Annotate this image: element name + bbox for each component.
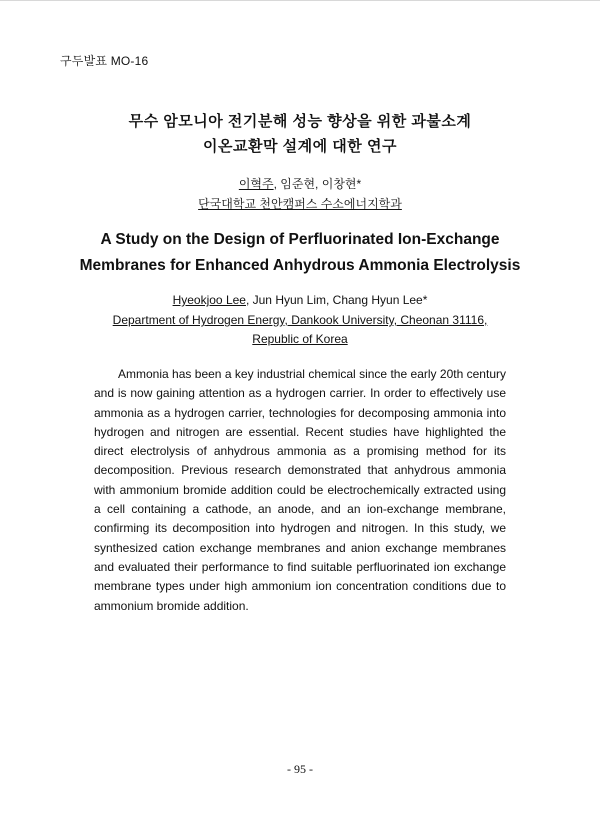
english-affiliation-line2: Republic of Korea bbox=[252, 332, 348, 346]
english-authors bbox=[0, 293, 600, 307]
english-title-line2: Membranes for Enhanced Anhydrous Ammonia Electrolysis bbox=[79, 257, 521, 274]
english-coauthors: , Jun Hyun Lim, Chang Hyun Lee* bbox=[245, 293, 428, 307]
english-affiliation-line1: Department of Hydrogen Energy, Dankook University, Cheonan 31116, bbox=[112, 313, 488, 327]
korean-authors bbox=[0, 175, 600, 192]
korean-title-line2: 이온교환막 설계에 대한 연구 bbox=[203, 138, 397, 155]
korean-affiliation-text: 단국대학교 천안캠퍼스 수소에너지학과 bbox=[198, 197, 402, 211]
korean-title-line1: 무수 암모니아 전기분해 성능 향상을 위한 과불소계 bbox=[128, 113, 472, 130]
english-presenting-author: Hyeokjoo Lee bbox=[172, 293, 246, 307]
session-code: 구두발표 MO-16 bbox=[60, 54, 149, 68]
korean-affiliation bbox=[0, 195, 600, 212]
english-title-line1: A Study on the Design of Perfluorinated Ion-Exchange bbox=[100, 231, 500, 248]
abstract-paragraph: Ammonia has been a key industrial chemical since the early 20th century and is now gaining attention as a hydrogen carrier. In order to effectively use ammonia as a hydrogen carrier, technologies for decomposing ammonia into hydrogen and nitrogen are essential. Recent studies have highlighted the direct electrolysis of anhydrous ammonia as a promising method for its decomposition. Previous research demonstrated that anhydrous ammonia with ammonium bromide addition could be electrochemically extracted using a cell containing a cathode, an anode, and an ion-exchange membrane, confirming its decomposition into hydrogen and nitrogen. In this study, we synthesized cation exchange membranes and anion exchange membranes and evaluated their performance to find suitable perfluorinated ion exchange membrane types under high ammonium ion concentration conditions due to ammonium bromide addition. bbox=[94, 367, 506, 613]
korean-presenting-author: 이혁주 bbox=[238, 177, 274, 191]
top-border bbox=[0, 0, 600, 1]
korean-coauthors: , 임준현, 이창현* bbox=[273, 177, 362, 191]
page-number: - 95 - bbox=[287, 762, 313, 776]
